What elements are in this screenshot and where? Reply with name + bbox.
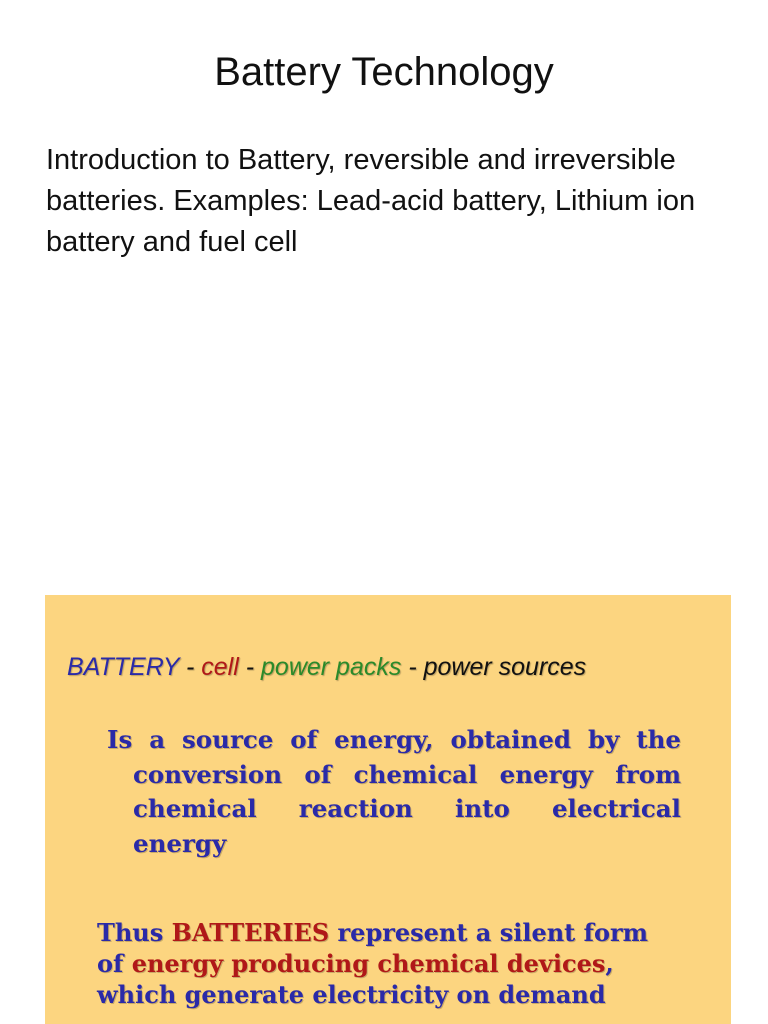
battery-definition-image xyxy=(45,595,731,1024)
slide-title: Battery Technology xyxy=(214,50,554,94)
summary-highlight-devices: energy producing chemical devices xyxy=(131,949,606,978)
headline-separator: - xyxy=(401,653,424,681)
summary-part: represent a silent form of xyxy=(97,918,648,978)
summary-part: Thus xyxy=(97,918,172,947)
image-headline xyxy=(67,653,586,682)
headline-separator: - xyxy=(238,653,262,681)
summary-part: , which generate electricity on demand xyxy=(97,949,614,1009)
summary-highlight-batteries: BATTERIES xyxy=(171,918,330,947)
slide-body-text: Introduction to Battery, reversible and irreversible batteries. Examples: Lead-acid battery, Lithium ion battery and fuel cell xyxy=(46,144,696,258)
headline-battery: BATTERY xyxy=(67,653,180,681)
headline-power-packs: power packs xyxy=(261,653,402,681)
battery-summary-text xyxy=(97,917,677,1010)
headline-power-sources: power sources xyxy=(423,653,587,681)
battery-definition-text: Is a source of energy, obtained by the conversion of chemical energy from chemical reaction into electrical energy xyxy=(107,725,681,858)
headline-separator: - xyxy=(179,653,202,681)
headline-cell: cell xyxy=(201,653,239,681)
